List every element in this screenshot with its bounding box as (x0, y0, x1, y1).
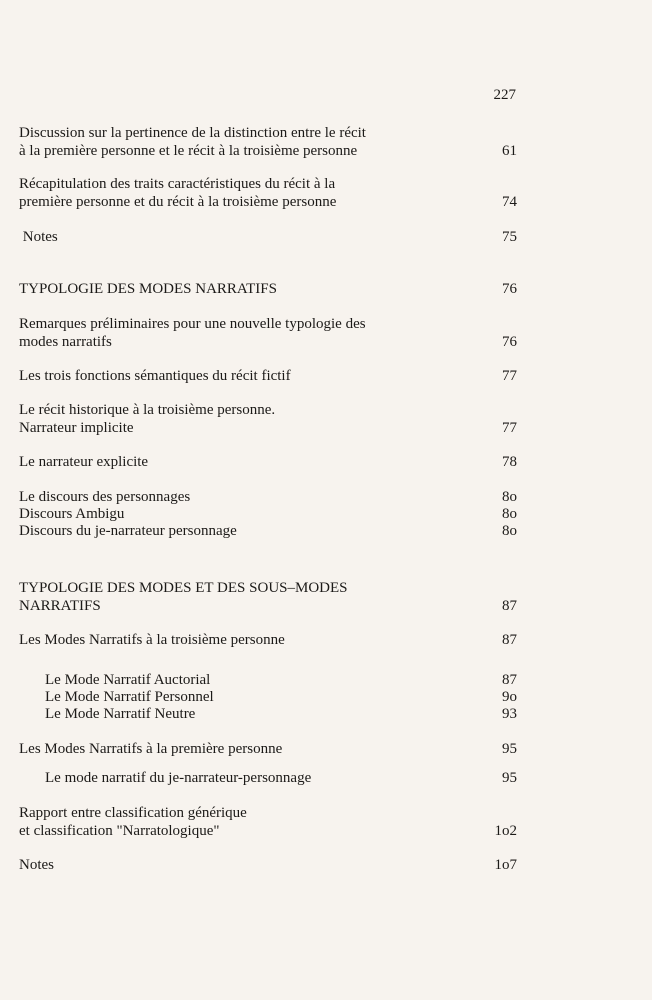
toc-entry-line: Notes (19, 857, 54, 873)
toc-entry (19, 175, 517, 211)
toc-entry-line: Le Mode Narratif Auctorial (45, 672, 211, 688)
toc-page-ref: 78 (502, 454, 517, 470)
toc-entry (19, 522, 517, 540)
toc-page-ref: 75 (502, 229, 517, 245)
toc-entry (19, 856, 517, 874)
toc-entry-line: NARRATIFS (19, 598, 101, 614)
toc-page-ref: 9o (502, 689, 517, 705)
toc-entry (19, 631, 517, 649)
toc-page-ref: 76 (502, 281, 517, 297)
toc-entry (19, 453, 517, 471)
toc-entry-line: TYPOLOGIE DES MODES ET DES SOUS–MODES (19, 580, 348, 596)
toc-entry (19, 671, 517, 689)
toc-page-ref: 61 (502, 143, 517, 159)
toc-entry (19, 401, 517, 437)
toc-entry-line: Les Modes Narratifs à la première personne (19, 741, 283, 757)
toc-entry-line: Notes (19, 229, 58, 245)
toc-page-ref: 93 (502, 706, 517, 722)
toc-entry-line: Narrateur implicite (19, 420, 134, 436)
toc-page-ref: 8o (502, 523, 517, 539)
toc-entry-line: Le narrateur explicite (19, 454, 149, 470)
toc-entry (19, 769, 517, 787)
toc-entry-line: Discours Ambigu (19, 506, 125, 522)
toc-entry-line: première personne et du récit à la troisième personne (19, 194, 337, 210)
toc-entry (19, 124, 517, 160)
toc-page-ref: 8o (502, 506, 517, 522)
toc-entry-line: et classification "Narratologique" (19, 823, 220, 839)
toc-entry-line: Discours du je-narrateur personnage (19, 523, 237, 539)
toc-entry-line: Les Modes Narratifs à la troisième personne (19, 632, 285, 648)
toc-page-ref: 77 (502, 368, 517, 384)
toc-entry-line: Le Mode Narratif Neutre (45, 706, 196, 722)
toc-section-heading (19, 280, 517, 298)
toc-entry (19, 804, 517, 840)
toc-entry-line: à la première personne et le récit à la troisième personne (19, 143, 358, 159)
toc-entry-line: TYPOLOGIE DES MODES NARRATIFS (19, 281, 277, 297)
toc-page-ref: 87 (502, 598, 517, 614)
toc-entry-line: Discussion sur la pertinence de la distinction entre le récit (19, 125, 366, 141)
toc-page-ref: 95 (502, 741, 517, 757)
toc-page-ref: 76 (502, 334, 517, 350)
toc-entry (19, 688, 517, 706)
toc-entry-line: Le mode narratif du je-narrateur-personnage (45, 770, 312, 786)
page-number: 227 (493, 87, 516, 103)
toc-entry-line: Rapport entre classification générique (19, 805, 247, 821)
toc-entry-line: modes narratifs (19, 334, 112, 350)
toc-entry (19, 228, 517, 246)
toc-entry-line: Récapitulation des traits caractéristiques du récit à la (19, 176, 336, 192)
toc-entry (19, 705, 517, 723)
toc-page-ref: 77 (502, 420, 517, 436)
toc-section-heading (19, 579, 517, 615)
toc-entry-line: Le récit historique à la troisième personne. (19, 402, 276, 418)
toc-entry-line: Remarques préliminaires pour une nouvelle typologie des (19, 316, 366, 332)
toc-page-ref: 87 (502, 632, 517, 648)
toc-entry (19, 315, 517, 351)
toc-page-ref: 87 (502, 672, 517, 688)
toc-entry-line: Le discours des personnages (19, 489, 191, 505)
toc-entry (19, 740, 517, 758)
toc-entry-line: Les trois fonctions sémantiques du récit fictif (19, 368, 291, 384)
toc-entry (19, 505, 517, 523)
toc-page-ref: 95 (502, 770, 517, 786)
toc-entry (19, 367, 517, 385)
toc-entry (19, 488, 517, 506)
toc-page-ref: 1o7 (494, 857, 517, 873)
toc-entry-line: Le Mode Narratif Personnel (45, 689, 214, 705)
toc-page-ref: 1o2 (494, 823, 517, 839)
toc-page-ref: 74 (502, 194, 517, 210)
toc-page-ref: 8o (502, 489, 517, 505)
